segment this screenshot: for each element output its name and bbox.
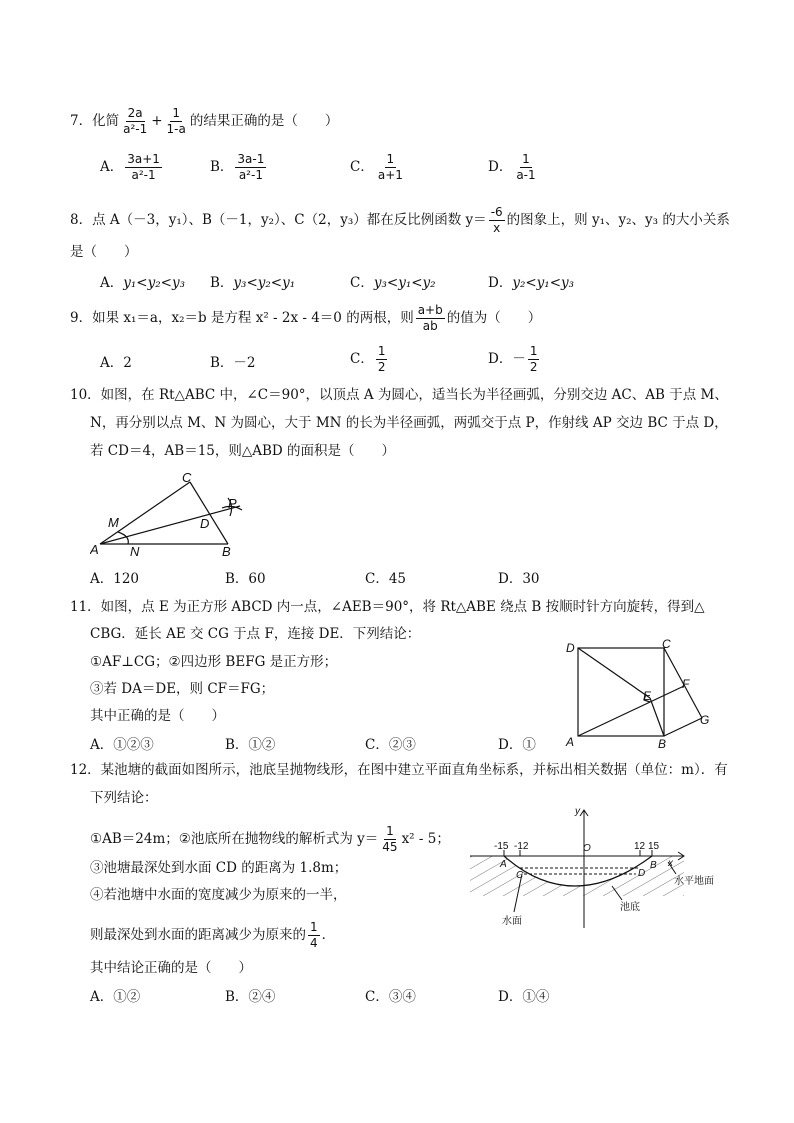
q7-option-c-den: a+1 bbox=[377, 168, 403, 182]
q12-label-d: D bbox=[638, 868, 646, 879]
q12-stem-line6 bbox=[90, 920, 335, 951]
q10-stem-line3: 若 CD＝4，AB＝15，则△ABD 的面积是（ ） bbox=[90, 443, 396, 459]
q11-label-c: C bbox=[662, 637, 671, 651]
q12-f-num: 1 bbox=[386, 824, 394, 838]
q9-option-b-text: －2 bbox=[233, 355, 256, 371]
q8-option-a-text: y₁<y₂<y₃ bbox=[123, 275, 185, 291]
q11-option-d-label: D． bbox=[498, 737, 523, 753]
q11-option-b-text: ①② bbox=[248, 737, 276, 753]
q8-option-a bbox=[100, 271, 185, 291]
q8-f-den: x bbox=[493, 221, 501, 235]
q7-fraction-2 bbox=[165, 106, 188, 137]
q10-figure bbox=[90, 468, 260, 560]
q12-label-c: C bbox=[516, 870, 524, 881]
q8-option-c bbox=[350, 271, 436, 291]
q12-stem-line4: ③池塘最深处到水面 CD 的距离为 1.8m； bbox=[90, 860, 348, 876]
q10-option-a bbox=[90, 567, 139, 587]
q9-option-a bbox=[100, 351, 132, 371]
q11-label-f: F bbox=[682, 677, 690, 691]
q11-option-c bbox=[365, 733, 416, 753]
q8-stem-text: 8．点 A（－3，y₁）、B（－1，y₂）、C（2，y₃）都在反比例函数 y＝ bbox=[70, 212, 487, 228]
q11-option-b-label: B． bbox=[225, 737, 249, 753]
q10-option-a-text: 120 bbox=[113, 571, 140, 587]
q12-option-b-label: B． bbox=[225, 989, 249, 1005]
q11-line-eb bbox=[650, 698, 664, 736]
q8-stem bbox=[70, 205, 730, 236]
q10-label-b: B bbox=[222, 544, 231, 559]
q9-f-num: a+b bbox=[417, 303, 443, 317]
q12-line3-tail: x² - 5； bbox=[401, 831, 450, 847]
q12-label-o: O bbox=[583, 843, 591, 854]
q12-label-x: x bbox=[668, 858, 673, 869]
q8-option-d-label: D． bbox=[488, 275, 513, 291]
q9-option-a-label: A． bbox=[100, 355, 124, 371]
q10-option-b-label: B． bbox=[225, 571, 249, 587]
q10-label-m: M bbox=[108, 515, 119, 530]
q11-label-g: G bbox=[700, 713, 710, 727]
q9-option-b-label: B． bbox=[210, 355, 234, 371]
q10-segment-cb bbox=[190, 482, 228, 544]
q9-option-c-den: 2 bbox=[377, 360, 386, 374]
q11-stem-line5: 其中正确的是（ ） bbox=[90, 708, 225, 724]
q10-option-c-text: 45 bbox=[388, 571, 407, 587]
q7-plus: + bbox=[151, 113, 163, 129]
q7-option-d bbox=[488, 152, 540, 183]
q9-f-den: ab bbox=[422, 319, 438, 333]
q12-option-b-text: ②④ bbox=[248, 989, 276, 1005]
q12-f2-den: 4 bbox=[310, 936, 318, 950]
q8-option-a-label: A． bbox=[100, 275, 124, 291]
q12-figure bbox=[462, 804, 732, 934]
q7-option-c-label: C． bbox=[350, 159, 374, 175]
q12-option-a-text: ①② bbox=[113, 989, 141, 1005]
q9-option-d-den: 2 bbox=[529, 360, 538, 374]
q11-figure bbox=[560, 636, 720, 756]
q11-stem-line3: ①AF⊥CG；②四边形 BEFG 是正方形； bbox=[90, 654, 338, 670]
q10-option-c-label: C． bbox=[365, 571, 389, 587]
q12-option-d bbox=[498, 985, 549, 1005]
q8-option-d bbox=[488, 271, 574, 291]
q10-label-a: A bbox=[90, 542, 99, 557]
q7-stem bbox=[70, 106, 338, 137]
q12-label-ground: 水平地面 bbox=[674, 876, 714, 887]
q12-label-a: A bbox=[500, 859, 507, 870]
q7-option-a bbox=[100, 152, 164, 183]
q12-line6-tail: ． bbox=[321, 927, 336, 943]
q9-stem bbox=[70, 303, 541, 334]
q11-option-a-label: A． bbox=[90, 737, 114, 753]
q7-option-d-label: D． bbox=[488, 159, 513, 175]
q9-option-c bbox=[350, 344, 389, 375]
q10-stem-line1: 10．如图，在 Rt△ABC 中，∠C＝90°，以顶点 A 为圆心，适当长为半径画弧，分别交边 AC、AB 于点 M、 bbox=[70, 387, 728, 403]
q7-f2-den: 1-a bbox=[166, 122, 186, 136]
q12-option-c-text: ③④ bbox=[388, 989, 416, 1005]
q10-segment-ac bbox=[100, 482, 190, 544]
q12-label-water: 水面 bbox=[502, 916, 522, 927]
q11-label-a: A bbox=[566, 735, 575, 749]
q7-stem-text: 7．化简 bbox=[70, 113, 120, 129]
q12-option-b bbox=[225, 985, 275, 1005]
q9-option-d-minus: － bbox=[512, 351, 526, 367]
q12-label-m15: -15 bbox=[494, 841, 509, 852]
q12-stem-line5: ④若池塘中水面的宽度减少为原来的一半， bbox=[90, 887, 347, 903]
q9-option-c-label: C． bbox=[350, 351, 374, 367]
q10-option-b bbox=[225, 567, 266, 587]
q10-option-a-label: A． bbox=[90, 571, 114, 587]
q11-label-e: E bbox=[643, 689, 652, 703]
q11-option-c-label: C． bbox=[365, 737, 389, 753]
q11-option-c-text: ②③ bbox=[388, 737, 416, 753]
q7-f1-num: 2a bbox=[127, 106, 143, 120]
q7-option-d-den: a-1 bbox=[516, 168, 536, 182]
q9-option-b bbox=[210, 351, 256, 371]
q11-option-a bbox=[90, 733, 154, 753]
q10-label-n: N bbox=[130, 544, 140, 559]
q11-label-d: D bbox=[566, 641, 575, 655]
q11-line-bg bbox=[664, 718, 702, 736]
q7-option-b-num: 3a-1 bbox=[237, 152, 265, 166]
q8-option-c-text: y₃<y₁<y₂ bbox=[373, 275, 436, 291]
q10-label-c: C bbox=[182, 470, 192, 485]
q11-stem-line2: CBG．延长 AE 交 CG 于点 F，连接 DE．下列结论： bbox=[90, 626, 421, 642]
q7-option-b-label: B． bbox=[210, 159, 234, 175]
q12-option-d-label: D． bbox=[498, 989, 523, 1005]
q11-stem-line4: ③若 DA＝DE，则 CF＝FG； bbox=[90, 681, 275, 697]
q12-option-a-label: A． bbox=[90, 989, 114, 1005]
q12-stem-line2: 下列结论： bbox=[90, 790, 158, 806]
q12-label-b: B bbox=[650, 860, 657, 871]
q11-line-af bbox=[578, 686, 684, 736]
q10-option-c bbox=[365, 567, 406, 587]
q12-stem-line3 bbox=[90, 824, 450, 855]
q9-option-d bbox=[488, 344, 541, 375]
q10-label-d: D bbox=[200, 516, 210, 531]
q7-option-c bbox=[350, 152, 407, 183]
q9-option-c-num: 1 bbox=[377, 344, 386, 358]
q11-line-de bbox=[578, 648, 650, 698]
q12-label-bottom: 池底 bbox=[620, 902, 640, 913]
q8-option-d-text: y₂<y₁<y₃ bbox=[512, 275, 575, 291]
q7-option-a-num: 3a+1 bbox=[127, 152, 160, 166]
q12-f-den: 45 bbox=[382, 840, 398, 854]
q7-option-c-num: 1 bbox=[386, 152, 395, 166]
q11-option-d bbox=[498, 733, 536, 753]
q7-stem-tail: 的结果正确的是（ ） bbox=[189, 113, 339, 129]
q12-line3-text: ①AB＝24m；②池底所在抛物线的解析式为 y＝ bbox=[90, 831, 379, 847]
q12-stem-line7: 其中结论正确的是（ ） bbox=[90, 960, 252, 976]
q9-option-d-num: 1 bbox=[529, 344, 538, 358]
q12-option-d-text: ①④ bbox=[522, 989, 550, 1005]
q10-option-d bbox=[498, 567, 540, 587]
q9-option-d-label: D． bbox=[488, 351, 513, 367]
q10-option-d-label: D． bbox=[498, 571, 523, 587]
q11-option-b bbox=[225, 733, 275, 753]
q7-option-a-den: a²-1 bbox=[131, 168, 156, 182]
q11-option-d-text: ① bbox=[522, 737, 536, 753]
q11-label-b: B bbox=[658, 737, 667, 751]
q12-stem-line1: 12．某池塘的截面如图所示，池底呈抛物线形，在图中建立平面直角坐标系，并标出相关数据（单位：m）．有 bbox=[70, 762, 728, 778]
q12-label-p12: 12 bbox=[634, 841, 646, 852]
q7-option-d-num: 1 bbox=[522, 152, 530, 166]
q7-option-b-den: a²-1 bbox=[238, 168, 263, 182]
q8-stem-tail: 的图象上，则 y₁、y₂、y₃ 的大小关系 bbox=[506, 212, 730, 228]
q7-f2-num: 1 bbox=[172, 106, 181, 120]
q10-option-d-text: 30 bbox=[522, 571, 540, 587]
q9-stem-tail: 的值为（ ） bbox=[446, 310, 542, 326]
q9-stem-text: 9．如果 x₁＝a，x₂＝b 是方程 x² - 2x - 4＝0 的两根，则 bbox=[70, 310, 414, 326]
q12-f2-num: 1 bbox=[310, 920, 318, 934]
q12-option-c-label: C． bbox=[365, 989, 389, 1005]
q10-option-b-text: 60 bbox=[248, 571, 266, 587]
q12-label-m12: -12 bbox=[514, 841, 529, 852]
q11-square-abcd bbox=[578, 648, 664, 736]
q10-ray-ap bbox=[100, 506, 240, 544]
q10-label-p: P bbox=[228, 496, 237, 511]
q9-option-a-text: 2 bbox=[123, 355, 132, 371]
q7-f1-den: a²-1 bbox=[123, 122, 148, 136]
q7-option-a-label: A． bbox=[100, 159, 124, 175]
q12-label-y: y bbox=[575, 806, 580, 817]
q11-stem-line1: 11．如图，点 E 为正方形 ABCD 内一点，∠AEB＝90°，将 Rt△ABE 绕点 B 按顺时针方向旋转，得到△ bbox=[70, 599, 705, 615]
q7-option-b bbox=[210, 152, 268, 183]
q7-fraction-1 bbox=[121, 106, 149, 137]
q8-option-b-text: y₃<y₂<y₁ bbox=[233, 275, 296, 291]
q11-option-a-text: ①②③ bbox=[113, 737, 154, 753]
q12-option-a bbox=[90, 985, 140, 1005]
q8-option-b bbox=[210, 271, 295, 291]
q12-label-p15: 15 bbox=[648, 841, 660, 852]
q10-stem-line2: N，再分别以点 M、N 为圆心，大于 MN 的长为半径画弧，两弧交于点 P，作射线 AP 交边 BC 于点 D， bbox=[90, 415, 728, 431]
q8-option-b-label: B． bbox=[210, 275, 234, 291]
q8-stem-line2: 是（ ） bbox=[70, 244, 138, 260]
q8-f-num: -6 bbox=[490, 205, 503, 219]
q8-option-c-label: C． bbox=[350, 275, 374, 291]
q12-option-c bbox=[365, 985, 416, 1005]
q12-line6-text: 则最深处到水面的距离减少为原来的 bbox=[90, 927, 306, 943]
